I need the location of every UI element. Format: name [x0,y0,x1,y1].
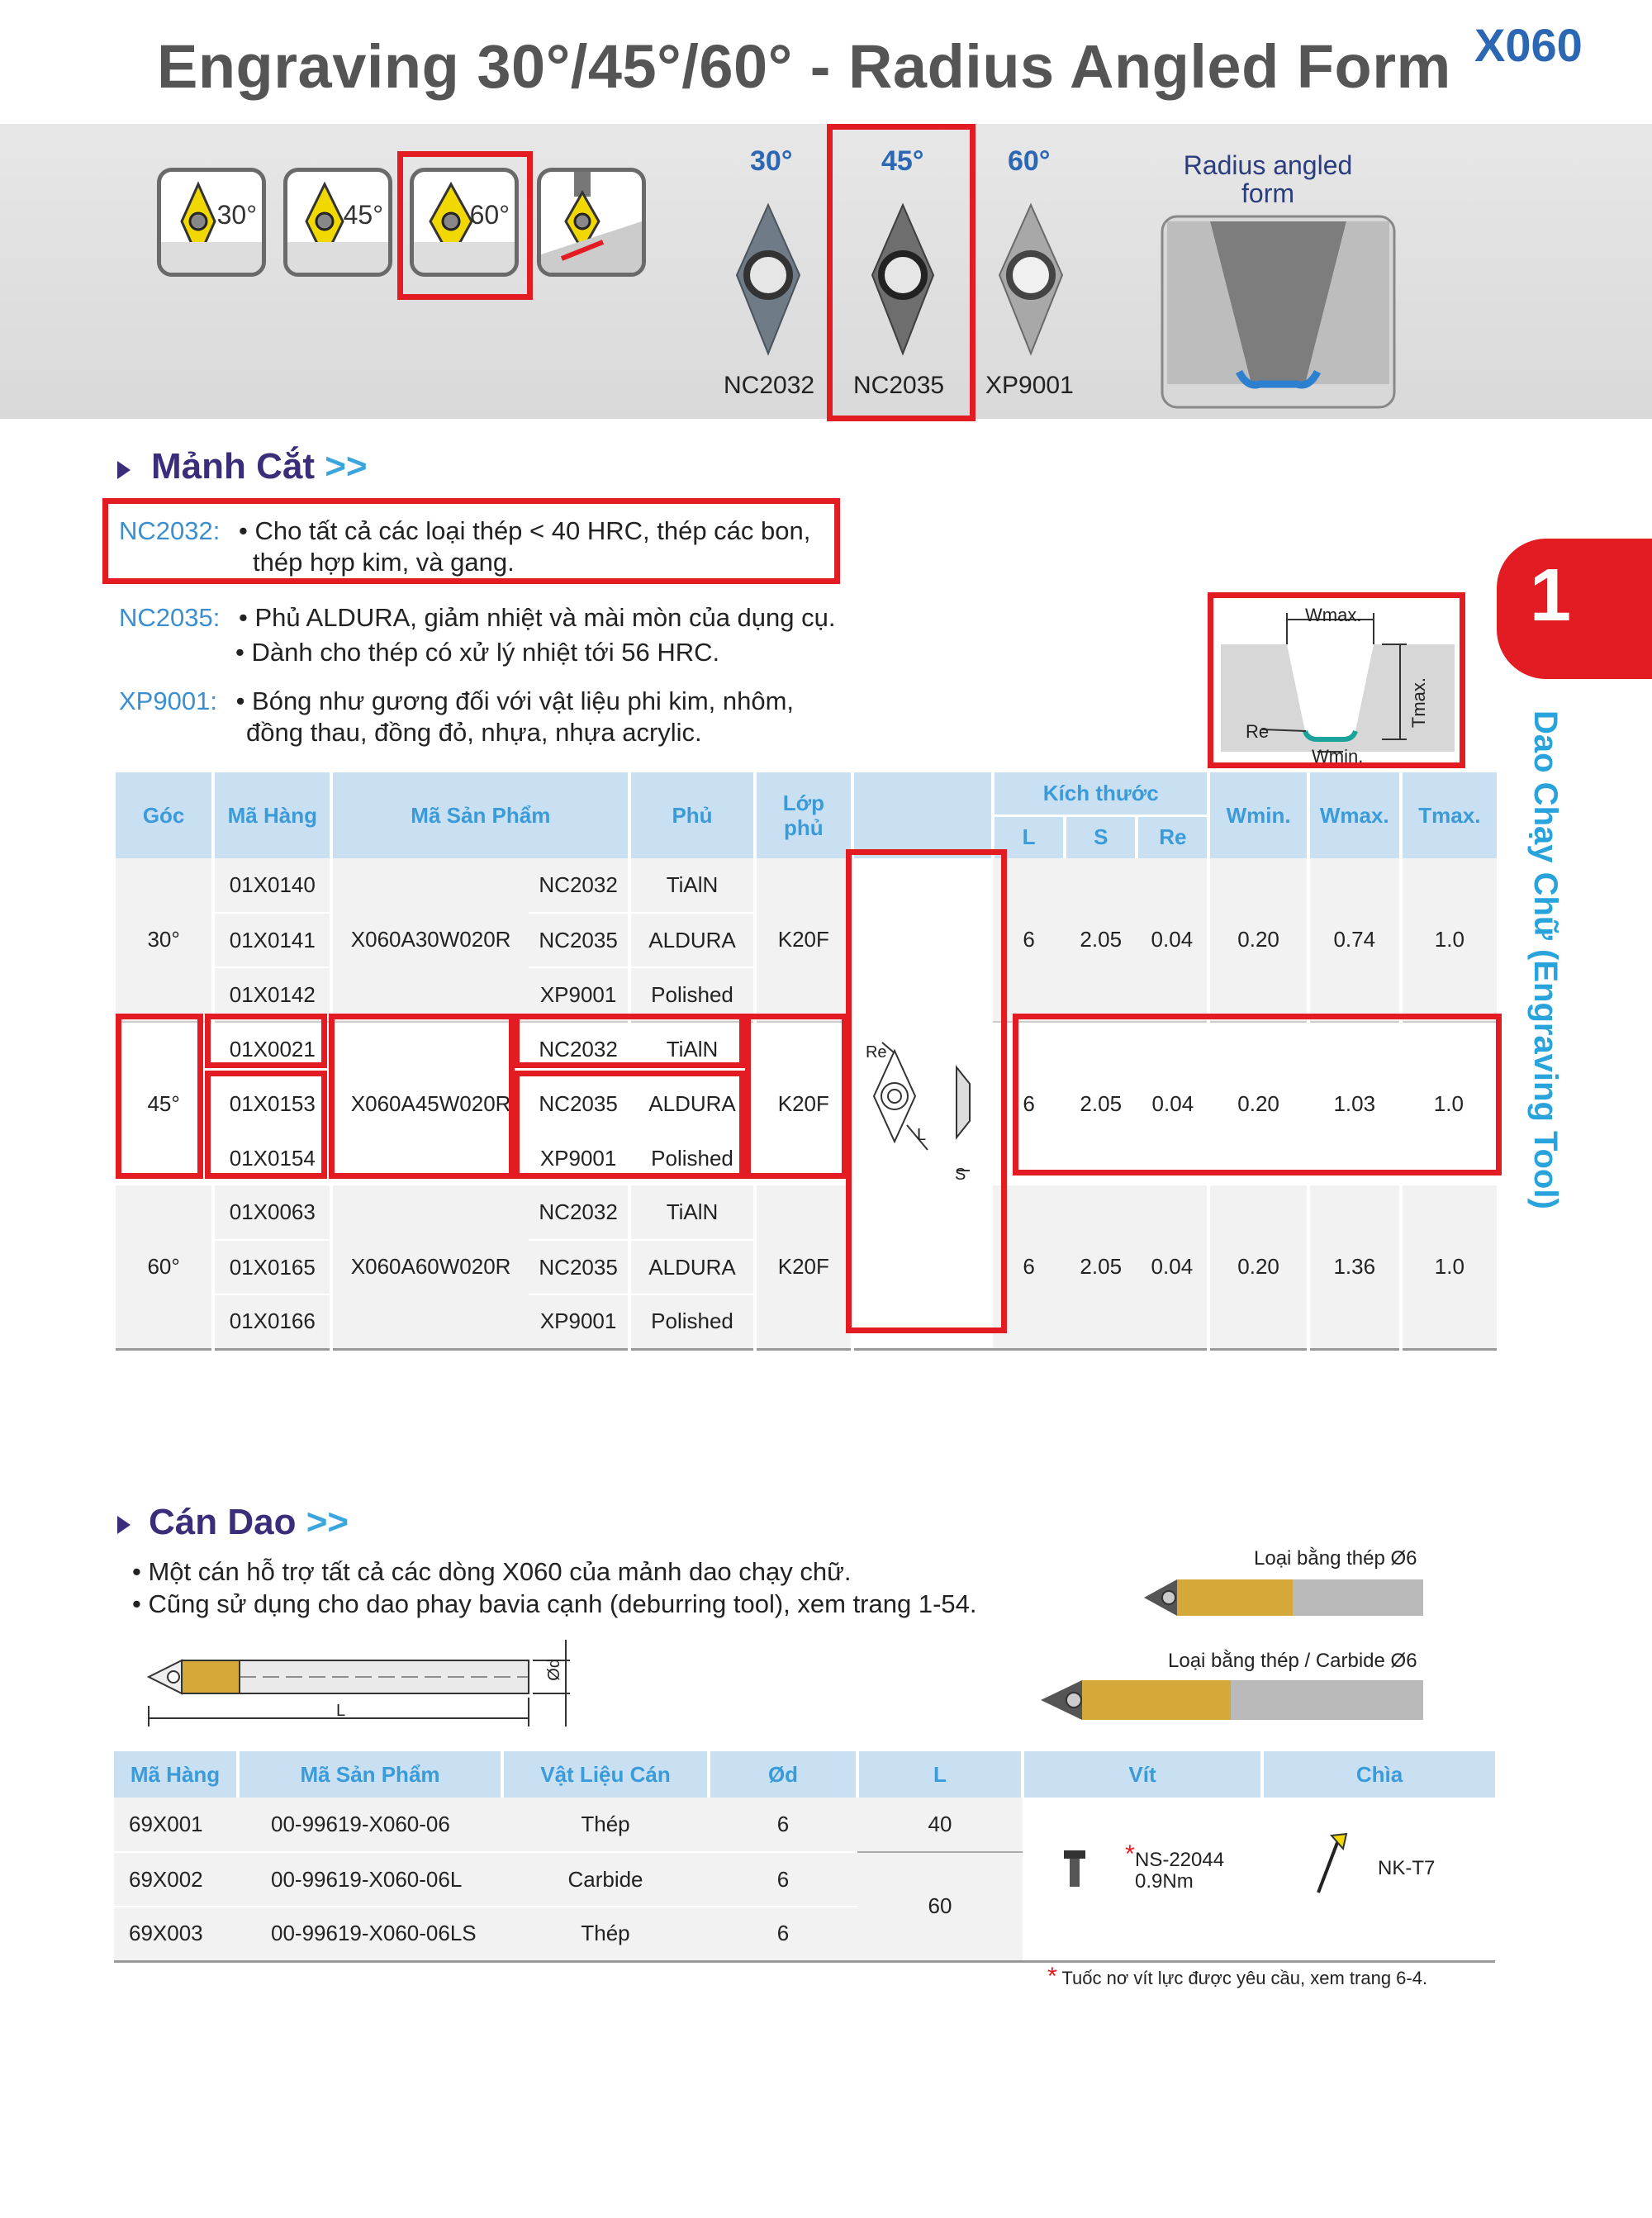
cell-product: X060A30W020R [331,858,529,1022]
cell-coating: ALDURA [629,1076,754,1131]
grade-desc-xp9001-line2: đồng thau, đồng đỏ, nhựa, nhựa acrylic. [246,718,702,747]
cell-coating: Polished [629,1131,754,1185]
photo2-label: Loại bằng thép / Carbide Ø6 [1168,1650,1417,1672]
highlight-45-dims [1013,1014,1502,1175]
cell-wmax: 0.74 [1308,858,1401,1022]
holder-dim-l: L [336,1702,346,1720]
cell-coating: Polished [629,967,754,1022]
grade-desc-xp9001 [119,685,794,717]
th-angle: Góc [116,772,213,858]
holder-heading-text: Cán Dao [149,1502,297,1542]
cell-sub: XP9001 [539,1308,617,1334]
holder-cell-product: 00-99619-X060-06LS [271,1921,477,1946]
highlight-45-grade [745,1014,847,1179]
th-holder-material: Vật Liệu Cán [502,1751,709,1798]
cell-product: X060A60W020R [331,1185,529,1349]
cell-tmax: 1.0 [1433,1091,1464,1116]
holder-bullet-2: • Cũng sử dụng cho dao phay bavia cạnh (deburring tool), xem trang 1-54. [132,1589,977,1618]
highlight-diagram [846,849,1007,1333]
key-name: NK-T7 [1378,1857,1436,1879]
screw-name: NS-22044 [1135,1849,1225,1871]
radius-form-image [1161,215,1396,409]
highlight-01x0021 [205,1014,327,1068]
cell-item: 01X0165 [213,1240,331,1294]
cell-wmin: 0.20 [1237,1091,1279,1116]
profile-wmin-label: Wmin. [1312,746,1364,767]
grade-desc-nc2032-line2: thép hợp kim, và gang. [253,548,515,577]
cell-item: 01X0142 [213,967,331,1022]
cell-grade: K20F [755,1185,852,1349]
cell-coating: TiAlN [629,1022,754,1076]
grade-desc-nc2035-code: NC2035: [119,603,221,632]
highlight-45-angle [116,1014,203,1179]
cell-item: 01X0063 [213,1185,331,1240]
th-diagram [852,772,993,858]
grade-nc2035-label: NC2035 [853,372,945,399]
cell-tmax: 1.0 [1401,1185,1497,1349]
holder-heading-arrow: >> [306,1502,349,1542]
cell-sub: NC2032 [529,1185,629,1240]
inserts-heading-text: Mảnh Cắt [151,446,315,487]
product-code: X060 [1474,19,1583,71]
grade-30-angle: 30° [750,145,793,177]
section-bullet-icon [116,459,132,481]
th-grade [755,772,852,858]
diagram-s-label: S [954,1166,966,1184]
cell-angle: 45° [147,1091,180,1116]
cell-sub: XP9001 [539,981,617,1007]
th-coating: Phủ [629,772,754,858]
cell-product: X060A45W020R [331,1022,529,1185]
grade-45-angle: 45° [881,145,924,177]
cell-coating: ALDURA [629,913,754,967]
th-holder-screw: Vít [1023,1751,1262,1798]
th-item: Mã Hàng [213,772,331,858]
th-holder-item: Mã Hàng [114,1751,238,1798]
profile-tmax-label: Tmax. [1408,677,1429,729]
holder-cell-l: 60 [857,1852,1023,1961]
th-holder-product: Mã Sản Phẩm [238,1751,502,1798]
cell-angle: 30° [147,927,180,952]
form-label [1181,151,1355,207]
footnote-star: * [1047,1963,1057,1990]
form-label-line1: Radius angled [1183,150,1353,180]
th-product: Mã Sản Phẩm [331,772,629,858]
cell-sub: NC2032 [539,1037,618,1062]
th-wmin: Wmin. [1208,772,1308,858]
holder-cell-item: 69X003 [129,1921,203,1946]
highlight-nc2032-tialn [514,1014,745,1068]
cell-s: 2.05 [1080,1091,1123,1116]
th-grade-l1: Lớp [782,791,824,815]
holder-photo-steel [1144,1576,1425,1619]
holder-drawing [140,1631,578,1731]
cell-wmin: 0.20 [1208,858,1308,1022]
grade-xp9001-label: XP9001 [985,372,1074,399]
cell-item: 01X0166 [213,1294,331,1349]
highlight-profile-box [1208,592,1465,768]
holder-cell-l: 40 [928,1812,952,1836]
cell-re: 0.04 [1151,1091,1194,1116]
engraving-application-icon[interactable] [537,168,646,277]
page-title: Engraving 30°/45°/60° - Radius Angled Form [157,32,1451,101]
holder-cell-d: 6 [776,1921,790,1946]
insert-xp9001-image [999,205,1062,354]
cell-grade: K20F [755,858,852,1022]
holder-photo-carbide [1041,1677,1425,1723]
grade-60-angle: 60° [1008,145,1051,177]
holder-dim-d: Ød [545,1659,563,1681]
holder-cell-item: 69X002 [129,1866,203,1892]
key-icon [1310,1831,1351,1897]
cell-wmax: 1.03 [1333,1091,1376,1116]
form-label-line2: form [1241,178,1294,208]
th-holder-key: Chìa [1262,1751,1495,1798]
holder-cell-d: 6 [776,1812,790,1836]
cell-l: 6 [1023,927,1035,952]
holder-cell-material: Thép [581,1812,630,1836]
cell-l: 6 [1023,1091,1035,1116]
holder-cell-product: 00-99619-X060-06L [271,1866,463,1892]
th-holder-l: L [857,1751,1023,1798]
cell-re: 0.04 [1151,927,1194,952]
cell-s: 2.05 [1080,1253,1123,1279]
grade-desc-nc2032-code: NC2032: [119,516,221,545]
cell-angle: 60° [147,1253,180,1279]
cell-re: 0.04 [1151,1253,1194,1279]
grade-desc-nc2032-line1: • Cho tất cả các loại thép < 40 HRC, thép các bon, [238,516,811,545]
angle-60-label: 60° [469,200,510,230]
diagram-re-label: Re [865,1043,887,1062]
cell-item: 01X0021 [213,1022,331,1076]
cell-sub: NC2035 [529,913,629,967]
diagram-l-label: L [916,1126,927,1144]
cell-coating: TiAlN [629,1185,754,1240]
profile-re-label: Re [1246,721,1270,742]
cell-l: 6 [1023,1253,1035,1279]
th-dims: Kích thước [993,772,1208,815]
cell-coating: Polished [629,1294,754,1349]
cell-wmin: 0.20 [1208,1185,1308,1349]
cell-sub: NC2035 [539,1090,618,1116]
holder-cell-material: Carbide [567,1866,643,1892]
holder-heading [149,1502,349,1543]
photo1-label: Loại bằng thép Ø6 [1254,1547,1417,1570]
holder-table [114,1751,1495,1963]
cell-item: 01X0141 [213,913,331,967]
cell-sub: XP9001 [539,1145,617,1171]
chapter-number: 1 [1530,554,1572,637]
th-tmax: Tmax. [1401,772,1497,858]
th-s: S [1065,815,1137,858]
highlight-nc2035-box [827,124,976,421]
grade-desc-nc2035-line1: • Phủ ALDURA, giảm nhiệt và mài mòn của dụng cụ. [238,603,836,632]
holder-cell-material: Thép [581,1921,630,1946]
highlight-nc2032-box [102,498,840,584]
cell-tmax: 1.0 [1401,858,1497,1022]
chapter-title: Dao Chạy Chữ (Engraving Tool) [1527,710,1564,1209]
angle-45-label: 45° [343,200,383,230]
screw-torque: 0.9Nm [1135,1870,1194,1893]
th-grade-l2: phủ [784,815,824,840]
holder-cell-key [1262,1798,1495,1961]
grade-desc-xp9001-line1: • Bóng như gương đối với vật liệu phi kim, nhôm, [235,686,795,715]
grade-nc2032-label: NC2032 [724,372,815,399]
inserts-heading-arrow: >> [325,446,368,487]
cell-item: 01X0140 [213,858,331,913]
holder-cell-item: 69X001 [129,1812,203,1836]
cell-grade: K20F [755,1022,852,1185]
cell-sub: NC2032 [529,858,629,913]
cell-sub: NC2035 [529,1240,629,1294]
grade-desc-nc2035 [119,601,836,634]
insert-engraving-icon [541,172,642,273]
highlight-01x0153-54 [205,1071,327,1179]
highlight-nc2035-xp9001 [514,1071,745,1179]
angle-30-label: 30° [216,200,257,230]
th-holder-d: Ød [709,1751,857,1798]
screw-star: * [1125,1840,1135,1868]
cell-wmax: 1.36 [1308,1185,1401,1349]
holder-cell-product: 00-99619-X060-06 [271,1812,450,1836]
profile-wmax-label: Wmax. [1305,605,1362,625]
insert-nc2032-image [737,205,800,354]
highlight-45-product [329,1014,515,1179]
section-bullet-icon [116,1514,132,1536]
highlight-60-box [397,151,533,300]
th-l: L [993,815,1065,858]
grade-desc-nc2035-line2: • Dành cho thép có xử lý nhiệt tới 56 HRC. [235,638,720,667]
screw-icon [1062,1849,1087,1890]
inserts-heading [151,446,368,487]
footnote [1047,1963,1427,1991]
grade-desc-xp9001-code: XP9001: [119,686,217,715]
cell-s: 2.05 [1080,927,1123,952]
chapter-tab [1497,539,1652,679]
th-wmax: Wmax. [1308,772,1401,858]
cell-item: 01X0153 [213,1076,331,1131]
cell-item: 01X0154 [213,1131,331,1185]
holder-cell-screw [1023,1798,1262,1961]
th-re: Re [1137,815,1208,858]
cell-coating: ALDURA [629,1240,754,1294]
holder-bullet-1: • Một cán hỗ trợ tất cả các dòng X060 của mảnh dao chạy chữ. [132,1557,852,1586]
footnote-text: Tuốc nơ vít lực được yêu cầu, xem trang 6-4. [1061,1968,1428,1988]
angle-45-icon-button[interactable] [283,168,392,277]
angle-30-icon-button[interactable] [157,168,266,277]
cell-coating: TiAlN [629,858,754,913]
holder-cell-d: 6 [776,1866,790,1892]
